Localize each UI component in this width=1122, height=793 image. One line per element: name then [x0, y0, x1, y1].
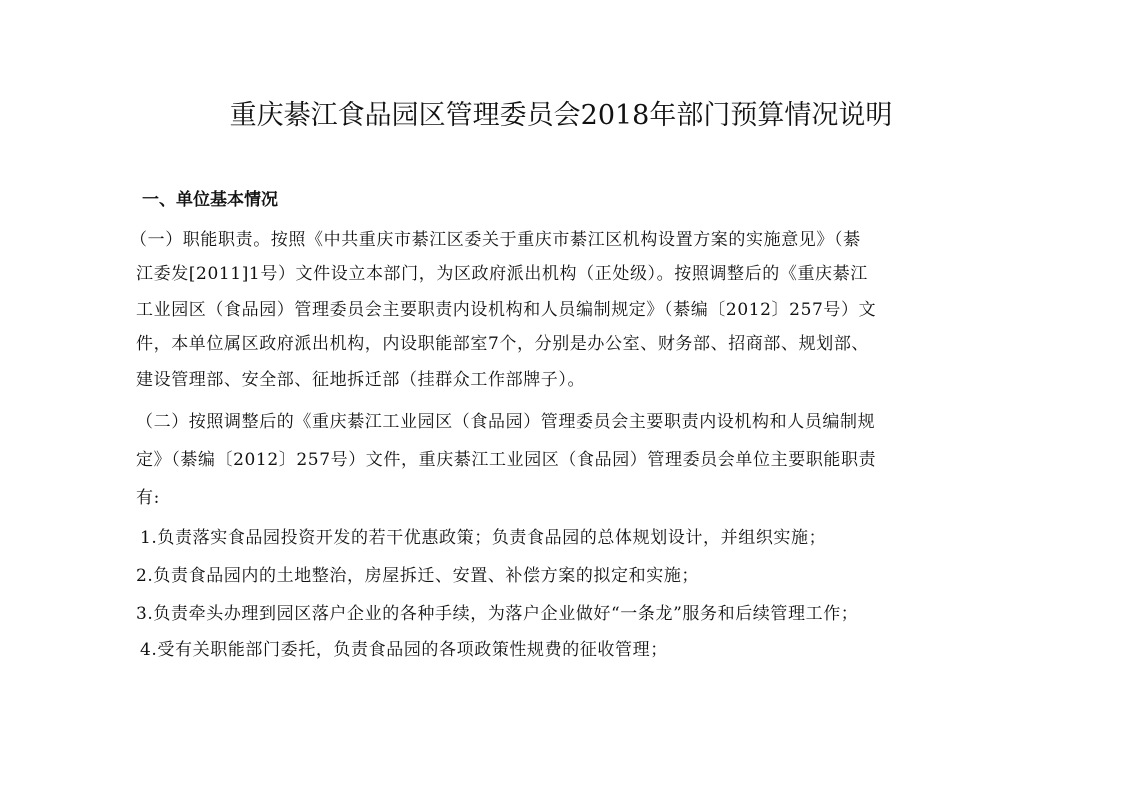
paragraph-line: （二）按照调整后的《重庆綦江工业园区（食品园）管理委员会主要职责内设机构和人员编制规 [136, 412, 876, 432]
list-item: 4.受有关职能部门委托，负责食品园的各项政策性规费的征收管理； [140, 640, 668, 660]
paragraph-line: （一）职能职责。按照《中共重庆市綦江区委关于重庆市綦江区机构设置方案的实施意见》（綦 [130, 230, 861, 250]
list-item: 1.负责落实食品园投资开发的若干优惠政策；负责食品园的总体规划设计，并组织实施； [140, 528, 827, 548]
section-heading: 一、单位基本情况 [142, 190, 278, 210]
paragraph-line: 江委发[2011]1号）文件设立本部门，为区政府派出机构（正处级）。按照调整后的《重庆綦江 [136, 264, 868, 284]
paragraph-line: 定》（綦编〔2012〕257号）文件，重庆綦江工业园区（食品园）管理委员会单位主要职能职责 [136, 450, 877, 470]
paragraph-line: 工业园区（食品园）管理委员会主要职责内设机构和人员编制规定》（綦编〔2012〕257号）文 [136, 300, 877, 320]
paragraph-line: 建设管理部、安全部、征地拆迁部（挂群众工作部牌子）。 [136, 370, 586, 390]
paragraph-line: 件，本单位属区政府派出机构，内设职能部室7个，分别是办公室、财务部、招商部、规划部、 [136, 334, 870, 354]
list-item: 2.负责食品园内的土地整治，房屋拆迁、安置、补偿方案的拟定和实施； [136, 566, 700, 586]
list-item: 3.负责牵头办理到园区落户企业的各种手续，为落户企业做好“一条龙”服务和后续管理工作； [136, 604, 859, 624]
paragraph-line: 有: [136, 488, 160, 508]
document-title: 重庆綦江食品园区管理委员会2018年部门预算情况说明 [229, 100, 893, 131]
